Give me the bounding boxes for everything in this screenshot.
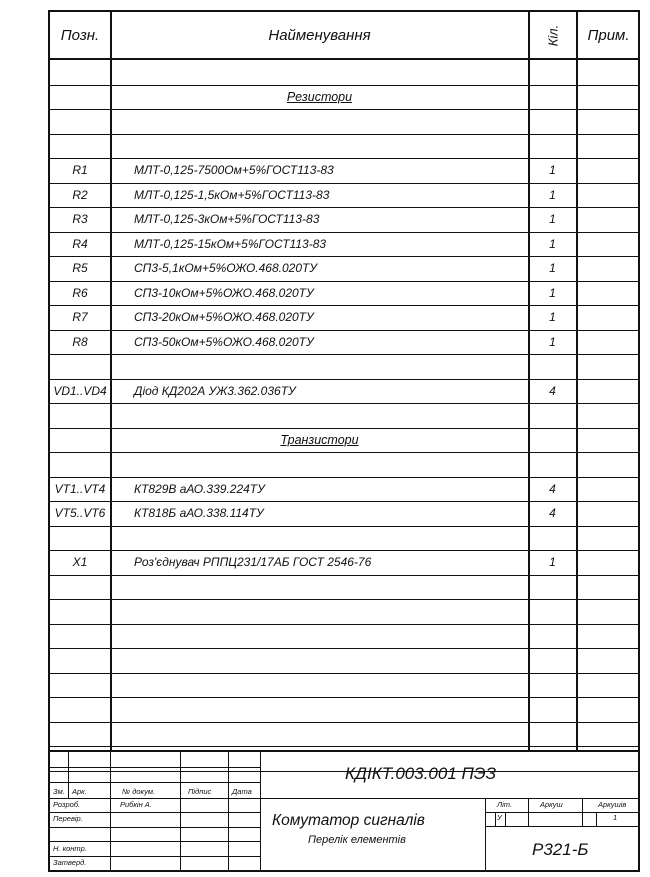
row-line	[50, 403, 640, 404]
row-position: R7	[72, 310, 88, 324]
row-quantity: 1	[549, 236, 556, 251]
row-position: R3	[72, 212, 88, 226]
title-block-hline	[50, 767, 260, 768]
sheets-value: 1	[613, 813, 618, 822]
title-block-hline	[50, 782, 260, 783]
row-position: X1	[72, 555, 88, 569]
header-pos: Позн.	[60, 26, 100, 44]
col-divider-name	[528, 12, 530, 750]
label-norm-control: Н. контр.	[53, 844, 87, 853]
label-checked: Перевір.	[53, 814, 83, 823]
row-line	[50, 183, 640, 184]
document-title: Комутатор сигналів	[272, 812, 425, 829]
label-approved: Затверд.	[53, 858, 87, 867]
label-sheets-total: Аркушів	[598, 800, 627, 809]
row-name: МЛТ-0,125-15кОм+5%ГОСТ113-83	[134, 236, 327, 251]
row-quantity: 1	[549, 187, 556, 202]
title-block-hline	[50, 812, 260, 813]
row-line	[50, 256, 640, 257]
header-bottom-line	[50, 58, 640, 60]
row-name: СП3-10кОм+5%ОЖО.468.020ТУ	[134, 285, 314, 300]
row-name: КТ818Б аАО.338.114ТУ	[134, 506, 264, 520]
row-line	[50, 85, 640, 86]
row-quantity: 1	[549, 334, 556, 349]
row-line	[50, 722, 640, 723]
row-quantity: 4	[549, 506, 556, 520]
row-line	[50, 599, 640, 600]
row-line	[50, 452, 640, 453]
row-quantity: 4	[549, 383, 556, 398]
row-position: VT1..VT4	[54, 481, 106, 496]
row-quantity: 1	[549, 555, 556, 569]
row-name: Роз'єднувач РППЦ231/17АБ ГОСТ 2546-76	[134, 555, 372, 569]
row-position: R1	[72, 163, 88, 177]
title-block-vline	[582, 798, 583, 826]
organization-code: Р321-Б	[532, 840, 589, 859]
title-block-hline	[485, 826, 640, 827]
title-block-vline	[260, 752, 261, 872]
label-sheet-no: Аркуш	[540, 800, 563, 809]
row-name: МЛТ-0,125-3кОм+5%ГОСТ113-83	[134, 212, 320, 226]
title-block-hline	[50, 841, 260, 842]
row-line	[50, 428, 640, 429]
row-line	[50, 648, 640, 649]
header-name: Найменування	[268, 26, 371, 44]
row-name: КТ829В аАО.339.224ТУ	[134, 481, 265, 496]
title-block-vline	[485, 798, 486, 872]
row-position: R5	[72, 261, 88, 275]
row-position: R2	[72, 187, 88, 202]
row-name: СП3-5,1кОм+5%ОЖО.468.020ТУ	[134, 261, 318, 275]
document-frame	[48, 10, 640, 872]
row-name: МЛТ-0,125-1,5кОм+5%ГОСТ113-83	[134, 187, 330, 202]
title-block-hline	[50, 827, 260, 828]
row-position: R8	[72, 334, 88, 349]
row-line	[50, 746, 640, 747]
title-block-hline	[50, 798, 260, 799]
row-quantity: 1	[549, 285, 556, 300]
row-line	[50, 526, 640, 527]
label-change: Зм.	[53, 787, 65, 796]
row-line	[50, 305, 640, 306]
row-line	[50, 673, 640, 674]
row-line	[50, 575, 640, 576]
row-position: R4	[72, 236, 88, 251]
label-date: Дата	[232, 787, 252, 796]
title-block-top	[50, 750, 640, 752]
row-line	[50, 501, 640, 502]
row-quantity: 1	[549, 261, 556, 275]
document-subtitle: Перелік елементів	[308, 834, 406, 846]
title-block-vline	[505, 812, 506, 826]
title-block-vline	[68, 752, 69, 798]
row-quantity: 4	[549, 481, 556, 496]
doc-code: КДІКТ.003.001 ПЭЗ	[345, 764, 497, 783]
col-divider-pos	[110, 12, 112, 750]
row-line	[50, 330, 640, 331]
title-block-hline	[50, 856, 260, 857]
label-sheet: Арк.	[72, 787, 87, 796]
row-quantity: 1	[549, 163, 556, 177]
title-block-vline	[528, 798, 529, 826]
row-line	[50, 134, 640, 135]
row-line	[50, 354, 640, 355]
row-line	[50, 697, 640, 698]
row-position: VT5..VT6	[54, 506, 106, 520]
row-line	[50, 281, 640, 282]
title-block-vline	[596, 812, 597, 826]
row-position: R6	[72, 285, 88, 300]
label-lit: Літ.	[497, 800, 513, 809]
row-name: СП3-50кОм+5%ОЖО.468.020ТУ	[134, 334, 314, 349]
row-name: СП3-20кОм+5%ОЖО.468.020ТУ	[134, 310, 314, 324]
row-line	[50, 109, 640, 110]
label-developed: Розроб.	[53, 800, 81, 809]
title-block-hline	[260, 798, 640, 799]
row-name: МЛТ-0,125-7500Ом+5%ГОСТ113-83	[134, 163, 334, 177]
row-line	[50, 379, 640, 380]
header-note: Прим.	[587, 26, 630, 44]
row-quantity: 1	[549, 310, 556, 324]
title-block-vline	[495, 812, 496, 826]
label-signature: Підпис	[188, 787, 212, 796]
lit-value: У	[497, 813, 502, 822]
row-line	[50, 477, 640, 478]
section-heading: Транзистори	[280, 432, 359, 447]
row-quantity: 1	[549, 212, 556, 226]
row-line	[50, 550, 640, 551]
row-line	[50, 624, 640, 625]
row-name: Діод КД202А УЖ3.362.036ТУ	[134, 383, 296, 398]
row-position: VD1..VD4	[53, 383, 107, 398]
label-doc-no: № докум.	[122, 787, 156, 796]
header-qty: Кіл.	[545, 24, 560, 46]
row-line	[50, 158, 640, 159]
developer-name: Рибкін А.	[120, 800, 152, 809]
row-line	[50, 232, 640, 233]
col-divider-qty	[576, 12, 578, 750]
section-heading: Резистори	[286, 89, 353, 104]
row-line	[50, 207, 640, 208]
